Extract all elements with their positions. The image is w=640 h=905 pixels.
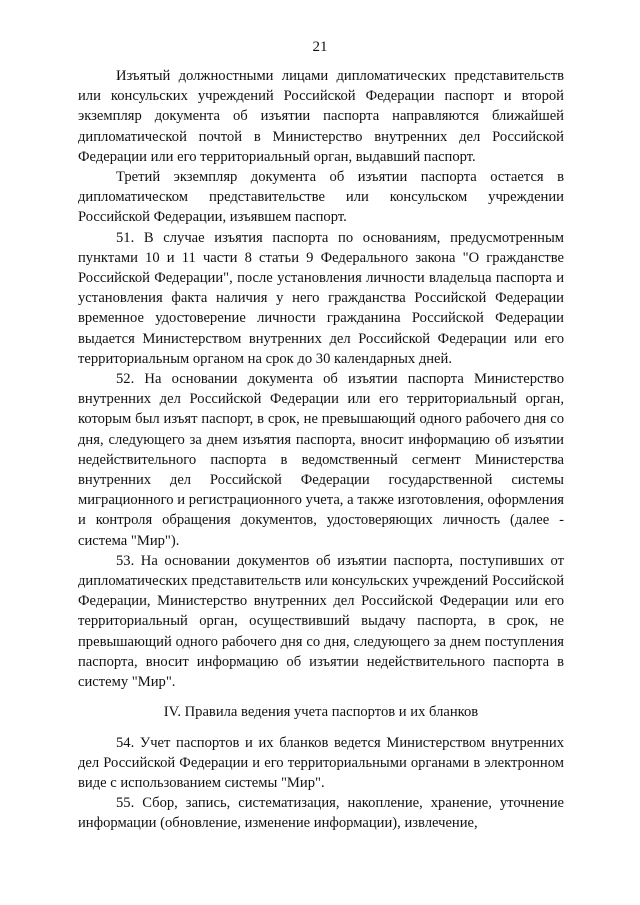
paragraph-passport-sent: Изъятый должностными лицами дипломатических представительств или консульских учреждений Российской Федерации паспорт и второй экземпляр документа об изъятии паспорта направляются ближайшей дипломатической почтой в Министерство внутренних дел Российской Федерации или его территориальный орган, выдавший паспорт. [78, 68, 564, 165]
page-number: 21 [312, 39, 328, 55]
paragraph-52: 52. На основании документа об изъятии паспорта Министерство внутренних дел Российской Федерации или его территориальный орган, которым был изъят паспорт, в срок, не превышающий одного рабочего дня со дня, следующего за днем изъятия паспорта, вносит информацию об изъятии недействительного паспорта в ведомственный сегмент Министерства внутренних дел Российской Федерации государственной системы миграционного и регистрационного учета, а также изготовления, оформления и контроля обращения документов, удостоверяющих личность (далее - система "Мир"). [78, 371, 564, 549]
paragraph-third-copy: Третий экземпляр документа об изъятии паспорта остается в дипломатическом представительстве или консульском учреждении Российской Федерации, изъявшем паспорт. [78, 169, 564, 226]
section-heading: IV. Правила ведения учета паспортов и их бланков [163, 704, 479, 721]
paragraph-51: 51. В случае изъятия паспорта по основаниям, предусмотренным пунктами 10 и 11 части 8 статьи 9 Федерального закона "О гражданстве Российской Федерации", после установления личности владельца паспорта и установления факта наличия у него гражданства Российской Федерации временное удостоверение личности гражданина Российской Федерации выдается Министерством внутренних дел Российской Федерации или его территориальным органом на срок до 30 календарных дней. [78, 229, 564, 367]
document-body [78, 66, 564, 834]
paragraph-54: 54. Учет паспортов и их бланков ведется Министерством внутренних дел Российской Федерации и его территориальными органами в электронном виде с использованием системы "Мир". [78, 734, 564, 791]
paragraph-53: 53. На основании документов об изъятии паспорта, поступивших от дипломатических представительств или консульских учреждений Российской Федерации, Министерство внутренних дел Российской Федерации или его территориальный орган, осуществивший выдачу паспорта, в срок, не превышающий одного рабочего дня со дня, следующего за днем поступления паспорта, вносит информацию об изъятии недействительного паспорта в систему "Мир". [78, 552, 564, 691]
paragraph-55: 55. Сбор, запись, систематизация, накопление, хранение, уточнение информации (обновление, изменение информации), извлечение, [78, 795, 564, 832]
